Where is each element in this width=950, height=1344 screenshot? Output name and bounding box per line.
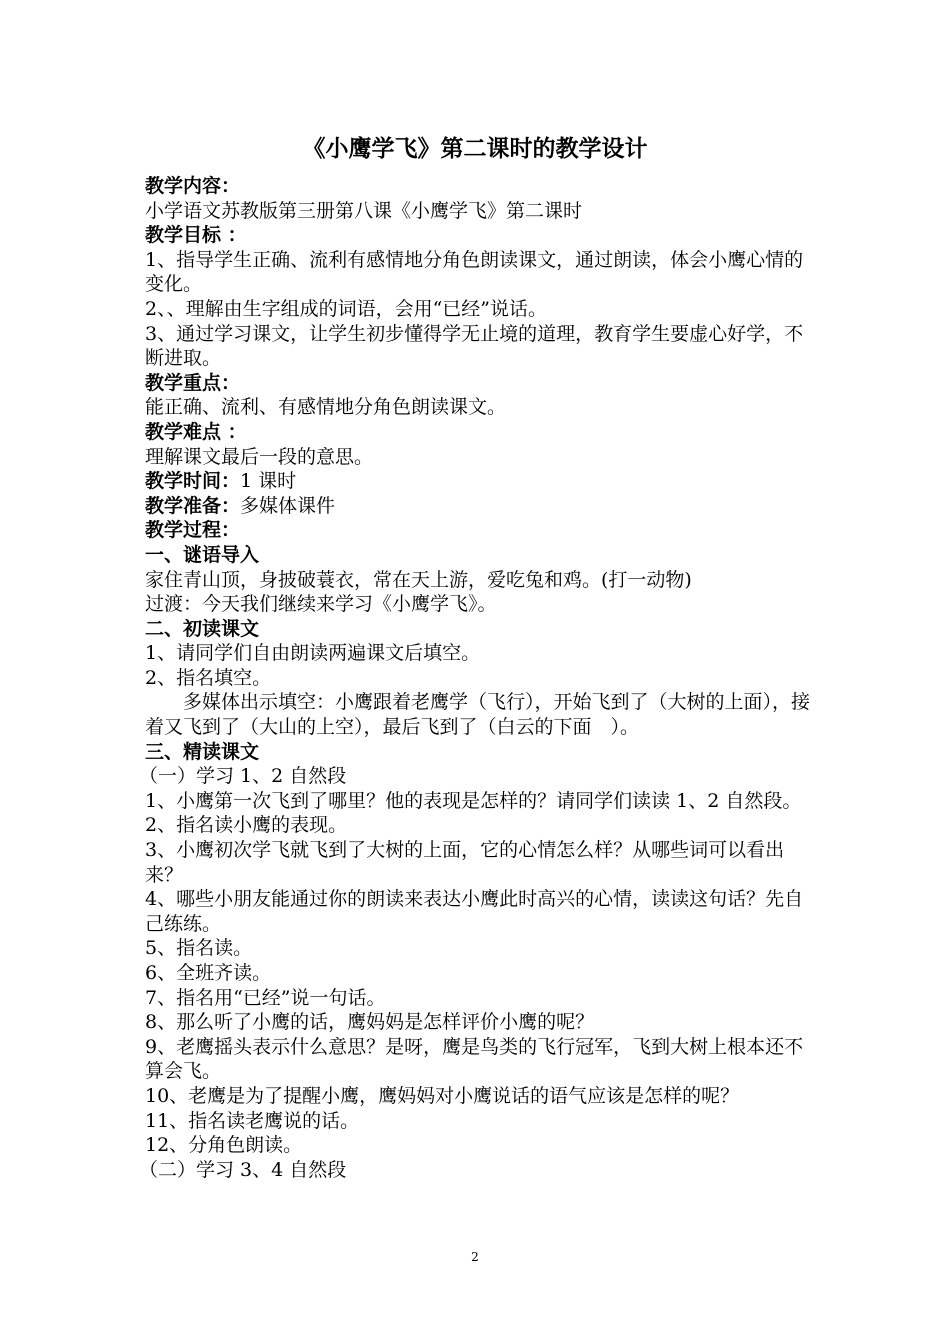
prep-label: 教学准备：	[145, 494, 241, 517]
time-label: 教学时间：	[145, 470, 241, 493]
section-heading-3: 三、精读课文	[145, 740, 260, 763]
list-item-2: 2、指名读小鹰的表现。	[145, 814, 348, 837]
subsection-heading-1: （一）学习 1、2 自然段	[139, 765, 347, 788]
list-item-5: 5、指名读。	[145, 937, 253, 960]
fill-blank-text: 多媒体出示填空：小鹰跟着老鹰学（飞行），开始飞到了（大树的上面），接着又飞到了（大山的上空），最后飞到了（白云的下面 ）。	[145, 691, 811, 739]
goal-item-3: 3、通过学习课文，让学生初步懂得学无止境的道理，教育学生要虚心好学，不断进取。	[145, 322, 804, 370]
section-heading-1: 一、谜语导入	[145, 543, 260, 566]
list-item-4: 4、哪些小朋友能通过你的朗读来表达小鹰此时高兴的心情，读读这句话？先自己练练。	[145, 888, 804, 935]
list-item-10: 10、老鹰是为了提醒小鹰，鹰妈妈对小鹰说话的语气应该是怎样的呢？	[145, 1084, 740, 1107]
riddle-text: 家住青山顶，身披破蓑衣，常在天上游，爱吃兔和鸡。(打一动物)	[145, 568, 692, 591]
difficulty-text: 理解课文最后一段的意思。	[145, 445, 374, 468]
subsection-heading-2: （二）学习 3、4 自然段	[139, 1158, 347, 1181]
list-item-1: 1、小鹰第一次飞到了哪里？他的表现是怎样的？请同学们读读 1、2 自然段。	[145, 789, 802, 812]
list-item-7: 7、指名用“已经”说一句话。	[145, 986, 386, 1009]
list-item-6: 6、全班齐读。	[145, 962, 272, 984]
document-body	[139, 174, 815, 1182]
prep-line	[145, 494, 815, 519]
time-line	[145, 469, 815, 494]
list-item-3: 3、小鹰初次学飞就飞到了大树的上面，它的心情怎么样？从哪些词可以看出来？	[145, 839, 785, 886]
goals-label: 教学目标 ：	[145, 224, 247, 247]
key-label: 教学重点：	[145, 371, 241, 394]
goal-item-2: 2、、理解由生字组成的词语，会用“已经”说话。	[145, 297, 548, 320]
key-text: 能正确、流利、有感情地分角色朗读课文。	[145, 396, 507, 419]
content-text: 小学语文苏教版第三册第八课《小鹰学飞》第二课时	[145, 199, 583, 222]
transition-text: 过渡：今天我们继续来学习《小鹰学飞》。	[145, 593, 497, 616]
read-step-1: 1、请同学们自由朗读两遍课文后填空。	[145, 642, 481, 665]
page-number: 2	[471, 1250, 479, 1264]
content-label: 教学内容：	[145, 175, 241, 197]
prep-value: 多媒体课件	[240, 494, 336, 517]
difficulty-label: 教学难点 ：	[145, 420, 247, 443]
list-item-11: 11、指名读老鹰说的话。	[145, 1109, 360, 1132]
section-heading-2: 二、初读课文	[145, 617, 260, 640]
goal-item-1: 1、指导学生正确、流利有感情地分角色朗读课文，通过朗读，体会小鹰心情的变化。	[145, 248, 804, 296]
list-item-8: 8、那么听了小鹰的话，鹰妈妈是怎样评价小鹰的呢？	[145, 1011, 595, 1034]
process-label: 教学过程：	[145, 519, 241, 542]
time-value: 1 课时	[240, 470, 297, 493]
list-item-12: 12、分角色朗读。	[145, 1134, 303, 1157]
list-item-9: 9、老鹰摇头表示什么意思？是呀，鹰是鸟类的飞行冠军，飞到大树上根本还不算会飞。	[145, 1035, 804, 1083]
document-title: 《小鹰学飞》第二课时的教学设计	[302, 135, 648, 162]
read-step-2: 2、指名填空。	[145, 666, 272, 689]
